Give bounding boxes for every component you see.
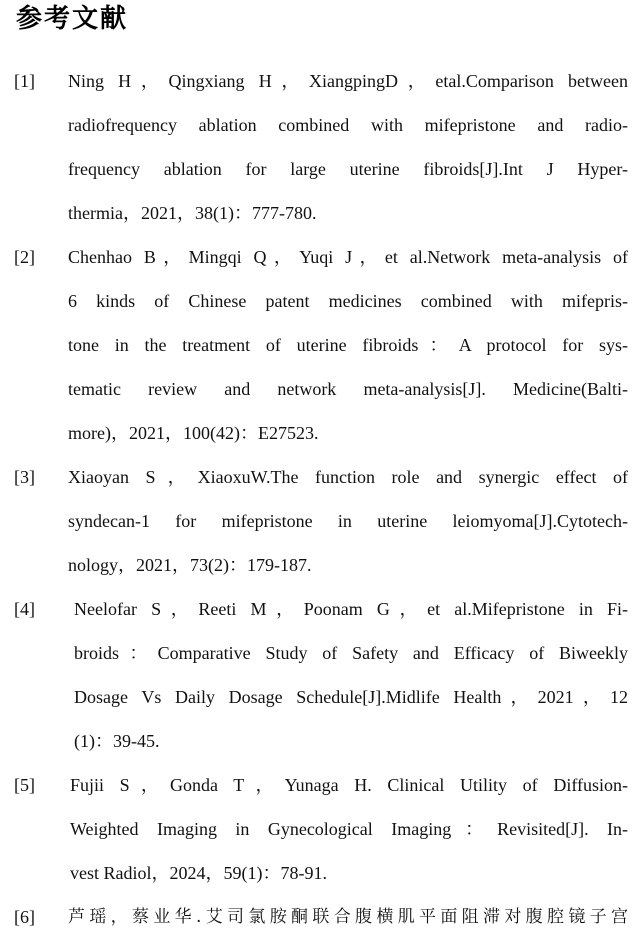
reference-item (0, 895, 643, 939)
reference-number: [6] (14, 907, 35, 927)
reference-line: more)，2021，100(42)：E27523. (68, 423, 319, 443)
reference-item (0, 235, 643, 455)
reference-line: 6 kinds of Chinese patent medicines combined with mifepris- (68, 291, 628, 311)
reference-line: Xiaoyan S，XiaoxuW.The function role and synergic effect of (68, 467, 628, 487)
reference-line: radiofrequency ablation combined with mifepristone and radio- (68, 115, 628, 135)
reference-item (0, 455, 643, 587)
reference-line: Weighted Imaging in Gynecological Imaging：Revisited[J]. In- (70, 819, 628, 839)
reference-line: syndecan-1 for mifepristone in uterine leiomyoma[J].Cytotech- (68, 511, 628, 531)
reference-line: (1)：39-45. (74, 731, 160, 751)
reference-line: Dosage Vs Daily Dosage Schedule[J].Midlife Health，2021，12 (74, 687, 628, 707)
reference-item (0, 587, 643, 763)
reference-line: Chenhao B，Mingqi Q，Yuqi J，et al.Network meta-analysis of (68, 247, 628, 267)
reference-item (0, 59, 643, 235)
references-heading: 参考文献 (16, 4, 129, 34)
reference-line: Ning H，Qingxiang H，XiangpingD，etal.Comparison between (68, 71, 628, 91)
reference-line: tone in the treatment of uterine fibroids：A protocol for sys- (68, 335, 628, 355)
reference-line: broids：Comparative Study of Safety and Efficacy of Biweekly (74, 643, 628, 663)
reference-item (0, 763, 643, 895)
reference-line: 芦瑶，蔡业华.艾司氯胺酮联合腹横肌平面阻滞对腹腔镜子宫 (68, 907, 628, 927)
reference-line: nology，2021，73(2)：179-187. (68, 555, 312, 575)
reference-number: [3] (14, 467, 35, 487)
reference-number: [4] (14, 599, 35, 619)
reference-line: Fujii S，Gonda T，Yunaga H. Clinical Utility of Diffusion- (70, 775, 628, 795)
reference-line: thermia，2021，38(1)：777-780. (68, 203, 317, 223)
reference-line: vest Radiol，2024，59(1)：78-91. (70, 863, 327, 883)
reference-number: [2] (14, 247, 35, 267)
reference-line: frequency ablation for large uterine fibroids[J].Int J Hyper- (68, 159, 628, 179)
reference-line: Neelofar S，Reeti M，Poonam G，et al.Mifepristone in Fi- (74, 599, 628, 619)
reference-number: [1] (14, 71, 35, 91)
reference-number: [5] (14, 775, 35, 795)
reference-line: tematic review and network meta-analysis[J]. Medicine(Balti- (68, 379, 628, 399)
